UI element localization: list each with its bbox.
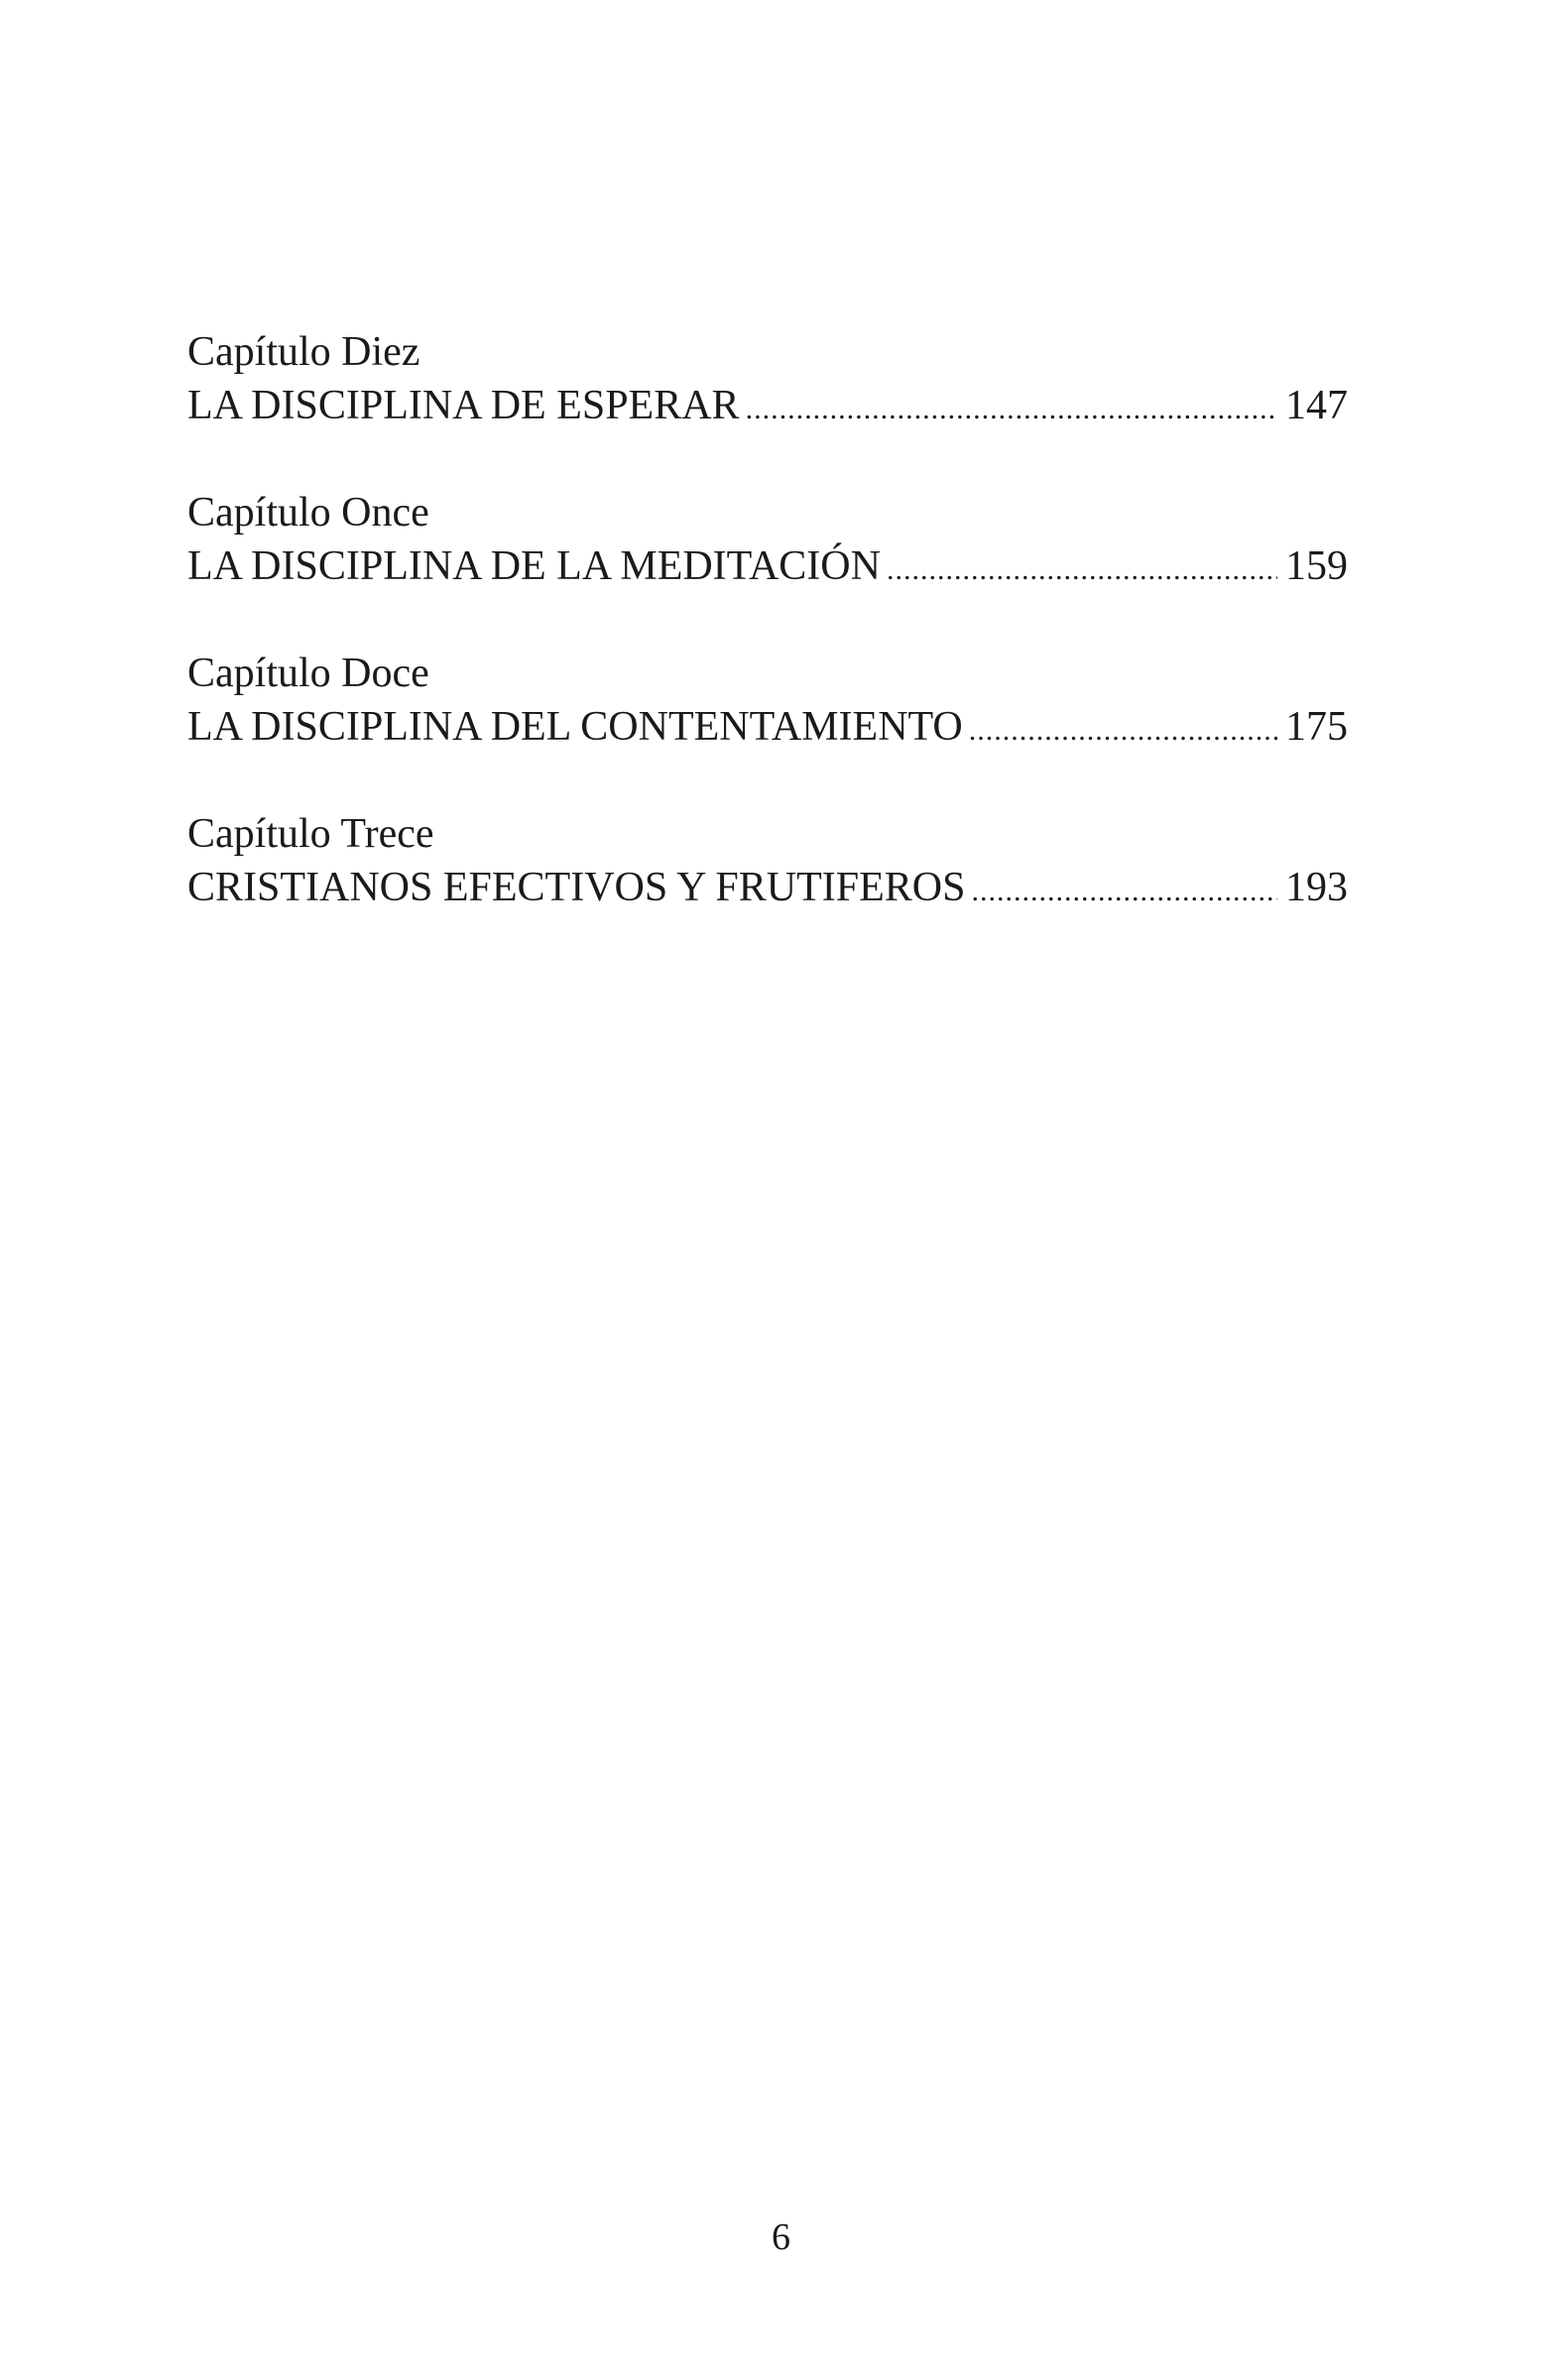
chapter-title-row — [187, 700, 1348, 754]
chapter-title: CRISTIANOS EFECTIVOS Y FRUTIFEROS — [187, 865, 966, 910]
chapter-label: Capítulo Trece — [187, 811, 434, 857]
chapter-title-row — [187, 861, 1348, 914]
page-number: 159 — [1285, 543, 1348, 589]
page-number: 193 — [1285, 865, 1348, 910]
dot-leader — [969, 704, 1277, 758]
dot-leader — [746, 383, 1277, 436]
toc-entry — [187, 325, 1348, 432]
chapter-title-row — [187, 539, 1348, 593]
chapter-label: Capítulo Once — [187, 490, 429, 536]
chapter-title: LA DISCIPLINA DEL CONTENTAMIENTO — [187, 704, 963, 750]
chapter-label: Capítulo Doce — [187, 651, 429, 696]
dot-leader — [887, 543, 1277, 597]
toc-entry — [187, 486, 1348, 593]
page-folio: 6 — [772, 2216, 790, 2258]
chapter-title: LA DISCIPLINA DE LA MEDITACIÓN — [187, 543, 881, 589]
chapter-title: LA DISCIPLINA DE ESPERAR — [187, 383, 740, 428]
toc-entry — [187, 807, 1348, 914]
dot-leader — [972, 865, 1278, 918]
chapter-label: Capítulo Diez — [187, 329, 421, 375]
table-of-contents — [187, 325, 1348, 968]
page-number: 175 — [1285, 704, 1348, 750]
toc-entry — [187, 647, 1348, 754]
page-number: 147 — [1285, 383, 1348, 428]
chapter-title-row — [187, 379, 1348, 432]
